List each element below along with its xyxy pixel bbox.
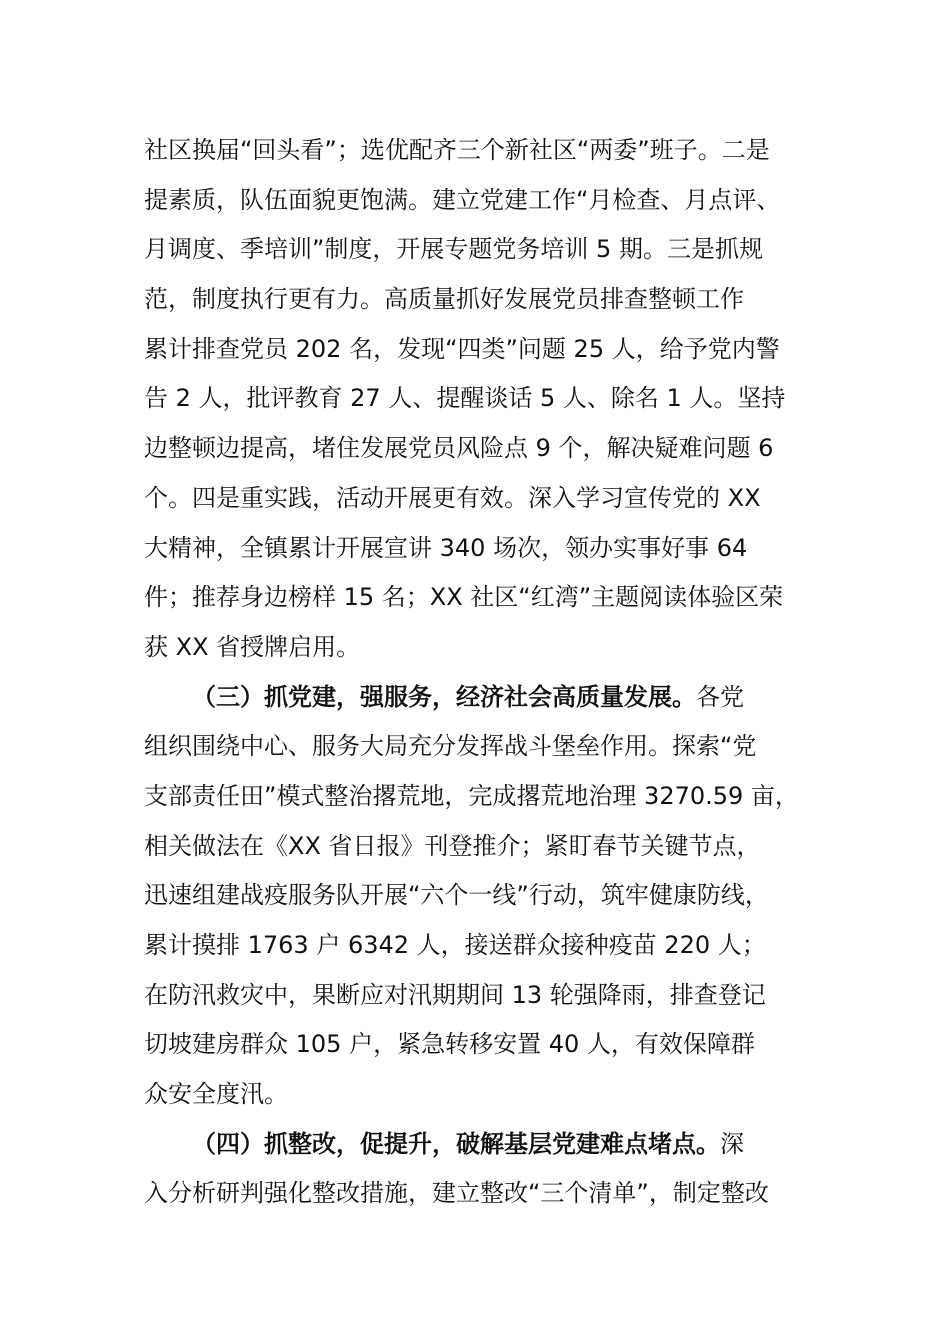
text-line: 边整顿边提高，堵住发展党员风险点 9 个，解决疑难问题 6 [144, 434, 774, 463]
section-3-first-line [144, 673, 844, 723]
text-line: 社区换届“回头看”；选优配齐三个新社区“两委”班子。二是 [144, 136, 770, 164]
document-body [144, 126, 844, 1219]
text-line: 众安全度汛。 [144, 1080, 288, 1109]
text-line: 累计摸排 1763 户 6342 人，接送群众接种疫苗 220 人； [144, 931, 766, 959]
text-line: 相关做法在《XX 省日报》刊登推介；紧盯春节关键节点， [144, 831, 761, 860]
text-line: 大精神，全镇累计开展宣讲 340 场次，领办实事好事 64 [144, 533, 748, 562]
text-line: 累计排查党员 202 名，发现“四类”问题 25 人，给予党内警 [144, 334, 780, 363]
text-line: 月调度、季培训”制度，开展专题党务培训 5 期。三是抓规 [144, 235, 763, 264]
text-line: 提素质，队伍面貌更饱满。建立党建工作“月检查、月点评、 [144, 185, 781, 214]
text-line: 获 XX 省授牌启用。 [144, 632, 361, 661]
text-line: 个。四是重实践，活动开展更有效。深入学习宣传党的 XX [144, 483, 761, 512]
text-line: 迅速组建战疫服务队开展“六个一线”行动，筑牢健康防线， [144, 881, 769, 910]
text-line: 告 2 人，批评教育 27 人、提醒谈话 5 人、除名 1 人。坚持 [144, 384, 786, 413]
text-line: 入分析研判强化整改措施，建立整改“三个清单”，制定整改 [144, 1179, 769, 1208]
text-line: 切坡建房群众 105 户，紧急转移安置 40 人，有效保障群 [144, 1030, 755, 1059]
text-line: 支部责任田”模式整治撂荒地，完成撂荒地治理 3270.59 亩， [144, 781, 799, 810]
text-line: 范，制度执行更有力。高质量抓好发展党员排查整顿工作 [144, 285, 744, 314]
section-4-first-line [144, 1120, 844, 1170]
text-line: 组织围绕中心、服务大局充分发挥战斗堡垒作用。探索“党 [144, 732, 757, 761]
text-line: 在防汛救灾中，果断应对汛期期间 13 轮强降雨，排查登记 [144, 980, 766, 1009]
text-line: 件；推荐身边榜样 15 名；XX 社区“红湾”主题阅读体验区荣 [144, 583, 784, 612]
section-3-heading: （三）抓党建，强服务，经济社会高质量发展。 [192, 682, 696, 711]
section-3-lead-text: 各党 [696, 682, 744, 711]
section-4-lead-text: 深 [720, 1129, 744, 1158]
section-4-heading: （四）抓整改，促提升，破解基层党建难点堵点。 [192, 1129, 720, 1158]
